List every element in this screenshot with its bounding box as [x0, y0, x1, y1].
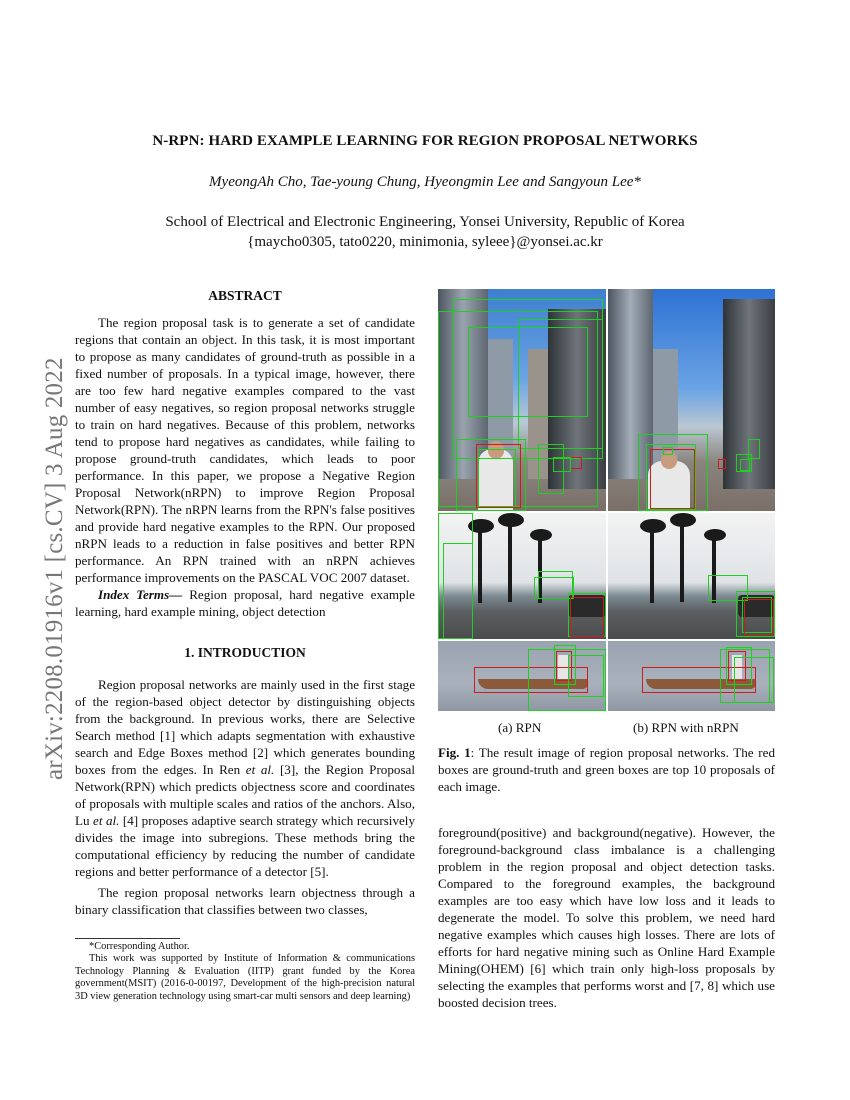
figure-caption-text: : The result image of region proposal networks. The red boxes are ground-truth and green boxes are top 10 proposals of each image. — [438, 745, 775, 794]
image-palms-nrpn — [608, 513, 775, 639]
intro-continued — [438, 824, 775, 1011]
footnote — [75, 941, 415, 1003]
paper-title: N-RPN: HARD EXAMPLE LEARNING FOR REGION PROPOSAL NETWORKS — [152, 133, 698, 149]
author-list: MyeongAh Cho, Tae-young Chung, Hyeongmin Lee and Sangyoun Lee* — [209, 174, 641, 190]
intro-body — [75, 676, 415, 918]
affiliation-block — [0, 212, 850, 252]
figure-caption — [438, 744, 775, 795]
abstract-heading: ABSTRACT — [208, 288, 282, 303]
subcaption-a: (a) RPN — [498, 720, 542, 735]
image-boat-nrpn — [608, 641, 775, 711]
image-street-nrpn — [608, 289, 775, 511]
image-palms-rpn — [438, 513, 606, 639]
affiliation: School of Electrical and Electronic Engineering, Yonsei University, Republic of Korea — [165, 214, 685, 230]
intro-paragraph-2: The region proposal networks learn objectness through a binary classification that classifies between two classes, — [75, 885, 415, 917]
author-emails: {maycho0305, tato0220, minimonia, syleee}@yonsei.ac.kr — [247, 234, 603, 250]
figure-1 — [438, 289, 775, 709]
arxiv-stamp-text: arXiv:2208.01916v1 [cs.CV] 3 Aug 2022 — [41, 357, 68, 780]
abstract-text: The region proposal task is to generate a set of candidate regions that contain an object. In this task, it is most important to propose as many candidates of ground-truth as possible in a fixed number of proposals. In a typical image, however, there are too few hard negative examples compared to the vast number of easy negatives, so region proposal networks struggle to train on hard negatives. Because of this problem, networks tend to propose hard negatives as candidates, while failing to propose ground-truth candidates, which leads to poor performance. In this paper, we propose a Negative Region Proposal Network(nRPN) to improve Region Proposal Network(RPN). The nRPN learns from the RPN's false positives and provide hard negative examples to the RPN. Our proposed nRPN leads to a reduction in false positives and better RPN performance. An RPN trained with an nRPN achieves performance improvements on the PASCAL VOC 2007 dataset. — [75, 315, 415, 585]
index-terms-label: Index Terms— — [98, 587, 183, 602]
figure-caption-label: Fig. 1 — [438, 745, 471, 760]
footnote-corresponding: *Corresponding Author. — [89, 941, 190, 952]
intro-paragraph-1: Region proposal networks are mainly used in the first stage of the region-based object detector by distinguishing objects from the background. In previous works, there are Selective Search method [1] which adapts segmentation with exhaustive search and Edge Boxes method [2] which generates bounding boxes from the edges. In Ren et al. [3], the Region Proposal Network(RPN) which predicts objectness score and coordinates of proposals with multiple scales and ratios of the anchors. Also, Lu et al. [4] proposes adaptive search strategy which recursively divides the image into subregions. These methods bring the computational efficiency by reducing the number of candidate regions and better performance of a detector [5]. — [75, 677, 415, 879]
intro-heading: 1. INTRODUCTION — [184, 645, 306, 660]
index-terms-text: Region proposal, hard negative example learning, hard example mining, object detection — [75, 587, 415, 619]
arxiv-stamp — [6, 300, 76, 780]
footnote-rule — [75, 938, 180, 939]
abstract-body — [75, 314, 415, 586]
image-street-rpn — [438, 289, 606, 511]
image-boat-rpn — [438, 641, 606, 711]
footnote-funding: This work was supported by Institute of Information & communications Technology Planning & Evaluation (IITP) grant funded by the Korea government(MSIT) (2016-0-00197, Development of the high-precision natural 3D view generation technology using smart-car multi sensors and deep learning) — [75, 953, 415, 1002]
index-terms — [75, 586, 415, 620]
intro-paragraph-3: foreground(positive) and background(negative). However, the foreground-background class imbalance is a challenging problem in the region proposal and object detection tasks. Compared to the foreground examples, the background examples are too easy which have low loss and it leads to degenerate the model. To solve this problem, we need hard negative examples which causes high losses. There are lots of efforts for hard negative mining such as Online Hard Example Mining(OHEM) [6] which train only high-loss proposals by selecting the examples that performs worst and [7, 8] which use boosted decision trees. — [438, 825, 775, 1010]
subcaption-b: (b) RPN with nRPN — [633, 720, 739, 735]
